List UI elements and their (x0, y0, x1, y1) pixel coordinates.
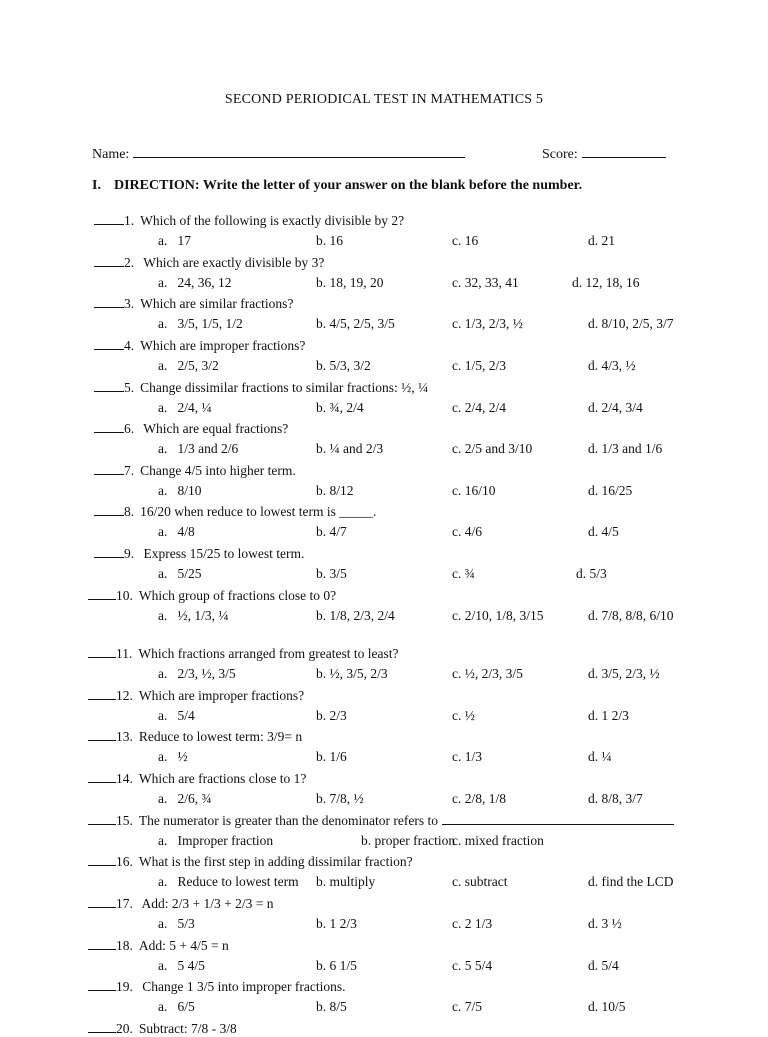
option-c: c. 4/6 (452, 524, 482, 539)
answer-blank[interactable] (88, 937, 116, 950)
option-c: c. 1/5, 2/3 (452, 358, 506, 373)
option-c: c. ½, 2/3, 3/5 (452, 666, 523, 681)
option-c: c. 16 (452, 233, 479, 248)
option-b: b. 16 (316, 233, 343, 248)
option-d: d. 1 2/3 (588, 708, 629, 723)
page-title: SECOND PERIODICAL TEST IN MATHEMATICS 5 (224, 92, 544, 107)
name-field[interactable] (92, 144, 465, 163)
option-c: c. 2/5 and 3/10 (452, 441, 533, 456)
answer-blank[interactable] (88, 853, 116, 866)
option-b: b. 1/6 (316, 749, 347, 764)
option-d: d. 1/3 and 1/6 (588, 441, 663, 456)
option-d: d. 21 (588, 233, 615, 248)
option-b: b. 8/12 (316, 483, 354, 498)
option-b: b. 1/8, 2/3, 2/4 (316, 608, 395, 623)
question-number: 2. (124, 255, 135, 270)
score-line (582, 144, 666, 158)
answer-blank[interactable] (88, 728, 116, 741)
option-c: c. 2/8, 1/8 (452, 791, 506, 806)
question-number: 5. (124, 380, 135, 395)
option-a: a. 3/5, 1/5, 1/2 (158, 316, 243, 331)
option-a: a. Improper fraction (158, 833, 274, 848)
question-number: 13. (116, 729, 133, 744)
question-number: 7. (124, 463, 135, 478)
answer-blank[interactable] (88, 1020, 116, 1033)
option-c: c. 1/3, 2/3, ½ (452, 316, 523, 331)
question-text: Which are exactly divisible by 3? (140, 255, 325, 270)
option-d: d. find the LCD (588, 874, 674, 889)
question-number: 17. (116, 896, 133, 911)
answer-blank[interactable] (88, 687, 116, 700)
question-number: 15. (116, 813, 133, 828)
option-c: c. 16/10 (452, 483, 496, 498)
answer-blank[interactable] (94, 254, 124, 267)
option-d: d. 8/10, 2/5, 3/7 (588, 316, 674, 331)
option-a: a. 8/10 (158, 483, 202, 498)
option-a: a. 24, 36, 12 (158, 275, 232, 290)
question-number: 9. (124, 546, 135, 561)
option-a: a. 2/4, ¼ (158, 400, 212, 415)
option-a: a. 5/25 (158, 566, 202, 581)
option-b: b. 5/3, 3/2 (316, 358, 371, 373)
question-text: Which fractions arranged from greatest to least? (138, 646, 399, 661)
question-text: Which group of fractions close to 0? (138, 588, 337, 603)
question-text: Change 4/5 into higher term. (140, 463, 296, 478)
option-c: c. 32, 33, 41 (452, 275, 519, 290)
option-c: c. 2/4, 2/4 (452, 400, 506, 415)
option-c: c. 1/3 (452, 749, 482, 764)
option-d: d. 4/5 (588, 524, 619, 539)
score-field[interactable] (542, 144, 666, 163)
answer-blank[interactable] (88, 895, 116, 908)
option-a: a. 6/5 (158, 999, 195, 1014)
question-number: 8. (124, 504, 135, 519)
option-c: c. 5 5/4 (452, 958, 493, 973)
option-b: b. 4/7 (316, 524, 347, 539)
option-a: a. 5 4/5 (158, 958, 205, 973)
option-b: b. 4/5, 2/5, 3/5 (316, 316, 395, 331)
fill-in-line (442, 812, 674, 825)
option-d: d. 5/4 (588, 958, 619, 973)
option-b: b. 18, 19, 20 (316, 275, 384, 290)
answer-blank[interactable] (94, 337, 124, 350)
question-text: Change 1 3/5 into improper fractions. (138, 979, 346, 994)
option-d: d. 16/25 (588, 483, 633, 498)
question-text: Add: 2/3 + 1/3 + 2/3 = n (138, 896, 274, 911)
option-a: a. 5/4 (158, 708, 195, 723)
option-d: d. ¼ (588, 749, 612, 764)
answer-blank[interactable] (88, 587, 116, 600)
option-c: c. 7/5 (452, 999, 482, 1014)
answer-blank[interactable] (88, 770, 116, 783)
question-text: Which are similar fractions? (140, 296, 294, 311)
question-number: 14. (116, 771, 133, 786)
option-c: c. ½ (452, 708, 475, 723)
option-d: d. 3/5, 2/3, ½ (588, 666, 660, 681)
answer-blank[interactable] (94, 462, 124, 475)
option-d: d. 2/4, 3/4 (588, 400, 643, 415)
question-text: Add: 5 + 4/5 = n (138, 938, 229, 953)
option-b: b. 3/5 (316, 566, 347, 581)
question-text: Which are equal fractions? (140, 421, 289, 436)
name-label: Name: (92, 147, 130, 162)
option-a: a. 2/6, ¾ (158, 791, 212, 806)
question-number: 20. (116, 1021, 133, 1036)
question-text: The numerator is greater than the denominator refers to (138, 813, 439, 828)
option-a: a. 17 (158, 233, 191, 248)
option-a: a. 2/5, 3/2 (158, 358, 219, 373)
option-c: c. ¾ (452, 566, 475, 581)
question-number: 12. (116, 688, 133, 703)
option-c: c. mixed fraction (452, 833, 544, 848)
option-a: a. ½ (158, 749, 188, 764)
option-d: d. 4/3, ½ (588, 358, 636, 373)
option-b: b. ¼ and 2/3 (316, 441, 384, 456)
question-number: 11. (116, 646, 133, 661)
question-number: 16. (116, 854, 133, 869)
question-text: Which are fractions close to 1? (138, 771, 307, 786)
option-a: a. 1/3 and 2/6 (158, 441, 239, 456)
question-number: 19. (116, 979, 133, 994)
question-text: 16/20 when reduce to lowest term is _____. (140, 504, 377, 519)
option-a: a. Reduce to lowest term (158, 874, 299, 889)
answer-blank[interactable] (88, 978, 116, 991)
answer-blank[interactable] (94, 212, 124, 225)
question-number: 4. (124, 338, 135, 353)
option-a: a. 4/8 (158, 524, 195, 539)
answer-blank[interactable] (94, 545, 124, 558)
name-line (133, 144, 465, 158)
question-text: What is the first step in adding dissimilar fraction? (138, 854, 413, 869)
option-b: b. 1 2/3 (316, 916, 357, 931)
option-a: a. ½, 1/3, ¼ (158, 608, 229, 623)
option-b: b. 2/3 (316, 708, 347, 723)
option-d: d. 10/5 (588, 999, 626, 1014)
question-number: 1. (124, 213, 135, 228)
score-label: Score: (542, 147, 578, 162)
option-b: b. 7/8, ½ (316, 791, 364, 806)
option-d: d. 5/3 (576, 566, 607, 581)
option-d: d. 7/8, 8/8, 6/10 (588, 608, 674, 623)
option-b: b. proper fraction (361, 833, 456, 848)
direction-text: DIRECTION: Write the letter of your answer on the blank before the number. (114, 178, 583, 193)
answer-blank[interactable] (94, 503, 124, 516)
option-b: b. ½, 3/5, 2/3 (316, 666, 388, 681)
answer-blank[interactable] (94, 379, 124, 392)
question-number: 18. (116, 938, 133, 953)
question-text: Change dissimilar fractions to similar fractions: ½, ¼ (140, 380, 429, 395)
question-number: 6. (124, 421, 135, 436)
answer-blank[interactable] (88, 812, 116, 825)
answer-blank[interactable] (94, 295, 124, 308)
question-text: Reduce to lowest term: 3/9= n (138, 729, 303, 744)
answer-blank[interactable] (88, 645, 116, 658)
question-text: Which are improper fractions? (140, 338, 306, 353)
option-c: c. 2 1/3 (452, 916, 493, 931)
option-a: a. 5/3 (158, 916, 195, 931)
question-text: Which are improper fractions? (138, 688, 305, 703)
direction-number: I. (92, 178, 101, 193)
answer-blank[interactable] (94, 420, 124, 433)
option-d: d. 12, 18, 16 (572, 275, 640, 290)
option-d: d. 3 ½ (588, 916, 622, 931)
option-b: b. 6 1/5 (316, 958, 357, 973)
option-c: c. 2/10, 1/8, 3/15 (452, 608, 544, 623)
question-text: Express 15/25 to lowest term. (140, 546, 305, 561)
question-number: 10. (116, 588, 133, 603)
option-b: b. ¾, 2/4 (316, 400, 364, 415)
option-b: b. multiply (316, 874, 376, 889)
question-number: 3. (124, 296, 135, 311)
question-text: Which of the following is exactly divisible by 2? (140, 213, 405, 228)
option-c: c. subtract (452, 874, 508, 889)
question-text: Subtract: 7/8 - 3/8 (138, 1021, 237, 1036)
option-b: b. 8/5 (316, 999, 347, 1014)
option-a: a. 2/3, ½, 3/5 (158, 666, 236, 681)
option-d: d. 8/8, 3/7 (588, 791, 643, 806)
direction (92, 178, 582, 194)
